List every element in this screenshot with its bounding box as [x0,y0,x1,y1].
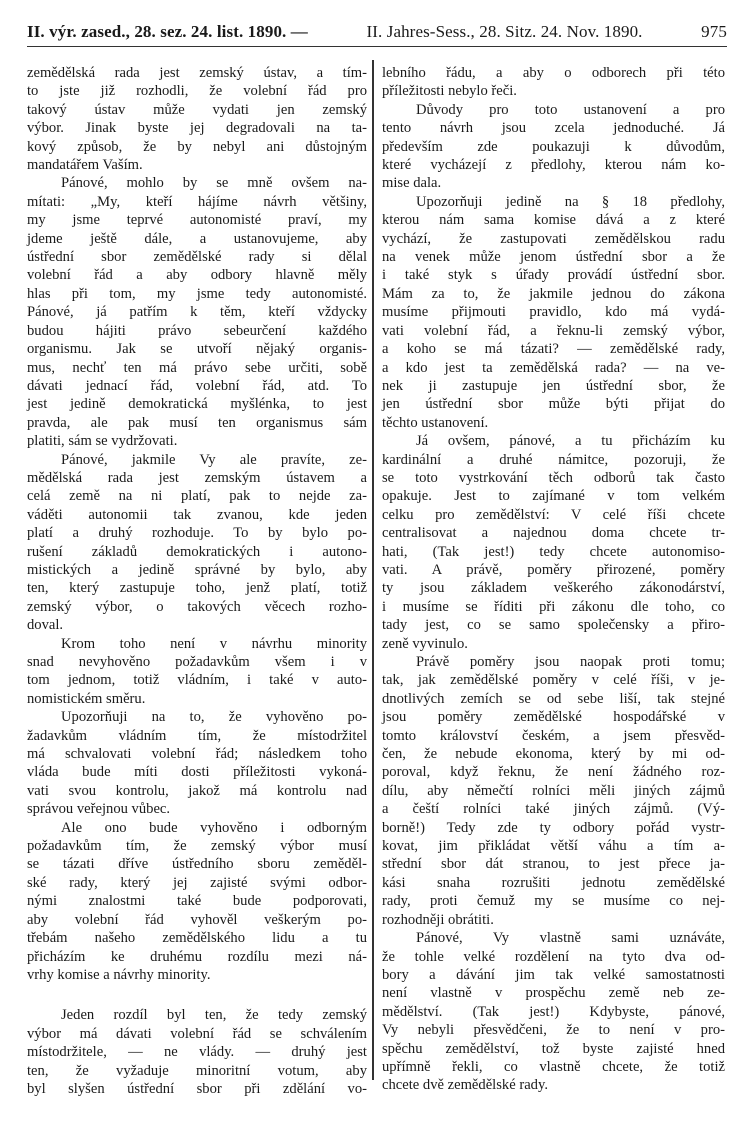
text-line: nomistickém směru. [27,690,146,707]
text-line: kový způsob, že by nebyl ani důstojným [27,138,367,155]
text-line: výbor má dávati volební řád se schválením [27,1025,367,1042]
text-line: snad nevyhověno požadavkům všem i v [27,654,367,670]
column-divider [372,60,374,1080]
paragraph [382,64,725,101]
text-line: mědělská rada jest zemským ústavem a [27,469,367,486]
text-line: jen ústřední sbor může býti přijat do [382,396,725,413]
text-line: mandatářem Vaším. [27,157,143,174]
text-line: jsou poměry zemědělské hospodářské v [382,709,725,726]
text-line: Důvody pro toto ustanovení a pro [416,101,725,118]
text-line: doval. [27,617,64,634]
text-line: tomto království českém, a jsem přesvěd- [382,727,725,744]
text-line: Pánové, jakmile Vy ale pravíte, ze- [61,451,367,468]
header-czech: II. výr. zased., 28. sez. 24. list. 1890. — [27,22,308,41]
text-line: ty jsou základem veškerého zákonodárství, [382,580,725,597]
text-line: ústřední sbor zemědělské rady si dělal [27,249,367,266]
text-line: borně!) Tedy zde ty odbory pořád vystr- [382,819,725,836]
text-line: platiti, sám se vydržovati. [27,433,178,450]
text-line: především zde poukazuji k důvodům, [382,138,725,155]
text-line: dílu, aby němečtí rolníci měli jiných zájmů [382,782,725,799]
paragraph [27,635,367,709]
left-column [27,64,367,1098]
text-line: mítati: „My, kteří hájíme návrh většiny, [27,193,367,210]
text-line: vati. A právě, poměry přirozené, poměry [382,561,725,578]
text-line: Krom toho není v návrhu minority [61,635,367,652]
text-line: lebního řádu, a aby o odborech při této [382,65,725,81]
text-line: a koho se má tázati? — zemědělské rady, [382,341,725,358]
text-line: celá země na ni platí, pak to nejde za- [27,488,367,505]
text-line: střední sbor dát stranou, to jest přece ja- [382,856,725,873]
text-line: dávati jednací řád, volební řád, atd. To [27,377,367,394]
text-line: má schvalovati volební řád; následkem toho [27,746,367,763]
right-column [382,64,725,1095]
text-line: Já ovšem, pánové, a tu přicházím ku [416,433,725,450]
paragraph [382,653,725,929]
text-line: i také styk s úřady provádí ústřední sbor. [382,267,725,284]
text-line: Upozorňuji jedině na § 18 předlohy, [416,193,725,210]
paragraph [382,193,725,432]
text-line: vrhy komise a návrhy minority. [27,966,211,983]
text-line: zeně vyvinulo. [382,635,468,652]
running-header [27,18,727,47]
text-line: organismu. Jak se utvoří nějaký organis- [27,341,367,358]
text-line: váděti autonomii tak zvanou, kde jeden [27,506,367,523]
text-line: poroval, když řeknu, že není žádného roz- [382,764,725,781]
text-line: mědělství. (Tak jest!) Kdybyste, pánové, [382,1003,725,1020]
text-line: třebám našeho zemědělského lidu a tu [27,930,367,947]
text-line: ten, že vyžaduje minoritní votum, aby [27,1062,367,1079]
text-line: Upozorňuji na to, že vyhověno po- [61,709,367,726]
text-line: se toto vystrkování těch odborů tak často [382,469,725,486]
text-line: správou veřejnou vůbec. [27,801,171,818]
text-line: výbor. Jinak byste jej degradovali na ta- [27,120,367,137]
text-line: kardinální a druhé námitce, pozoruji, že [382,451,725,468]
text-line: Pánové, Vy vlastně sami uznáváte, [416,930,725,947]
text-line: kterou nám sama komise dává a z které [382,212,725,229]
text-line: byl slyšen ústřední sbor při zdělání vo- [27,1080,367,1097]
text-line: i musíme se říditi při zákonu dle toho, co [382,598,725,615]
text-line: Ale ono bude vyhověno i odborným [61,819,367,836]
paragraph [382,101,725,193]
page-number: 975 [701,22,727,41]
text-line: takový ústav může vydati jen zemský [27,101,367,118]
text-line: Pánové, já patřím k těm, kteří vždycky [27,304,367,321]
text-line: jest jedině demokratická myšlénka, to jest [27,396,367,413]
paragraph [27,64,367,174]
text-line: tento návrh jsou zcela jednoduché. Já [382,120,725,137]
paragraph [27,451,367,635]
text-line: bory a dávání jim tak velké samostatnosti [382,966,725,983]
text-line: tak, jak zemědělské poměry v celé říši, v je- [382,672,725,689]
text-line: zemský výbor, o takových věcech rozho- [27,598,367,615]
text-line: a čeští rolníci také jiných zájmů. (Vý- [382,801,725,818]
text-line: tom jednom, totiž vládním, i také v auto- [27,672,367,689]
text-line: rušení základů demokratických i autono- [27,543,367,560]
paragraph [27,1006,367,1098]
text-line: rady, proti čemuž my se musíme co nej- [382,893,725,910]
paragraph [27,708,367,818]
text-line: nými znalostmi také bude podporovati, [27,893,367,910]
text-line: mise dala. [382,175,442,192]
text-line: chcete dvě zemědělské rady. [382,1077,548,1094]
text-line: mus, nechť ten má právo sebe určiti, sobě [27,359,367,376]
text-line: nek ji zastupuje jen ústřední sbor, že [382,377,725,394]
text-line: žadavkům vládním tím, že místodržitel [27,727,367,744]
paragraph [382,432,725,653]
text-line: opakuje. Jest to zajímané v tom velkém [382,488,725,505]
text-line: ten, který zastupuje toho, jenž platí, totiž [27,580,367,597]
text-line: Vy nebyli přesvědčeni, že to není v pro- [382,1022,725,1039]
text-line: vati volební řád, a řeknu-li zemský výbor, [382,322,725,339]
text-line: upřímně řekli, co vlastně chcete, že totiž [382,1058,725,1075]
text-line: volební řád a aby odbory hlavně měly [27,267,367,284]
text-line: celku pro zemědělství: V celé říši chcete [382,506,725,523]
text-line: pravda, ale pak musí ten organismus sám [27,414,367,431]
text-line: není vlastně v prospěchu země neb ze- [382,985,725,1002]
text-line: ské rady, který jej zajisté svými odbor- [27,874,367,891]
text-line: vati svou kontrolu, jakož má kontrolu nad [27,782,367,799]
paragraph [27,819,367,985]
text-line: že tohle velké rozdělení na tyto dva od- [382,948,725,965]
text-line: to jste již rozhodli, že volební řád pro [27,83,367,100]
text-line: dnotlivých zemích se od sebe liší, tak stejné [382,690,725,707]
text-line: spěchu zemědělství, tož byste zajisté hned [382,1040,725,1057]
text-line: rozhodněji obrátiti. [382,911,494,928]
text-line: Pánové, mohlo by se mně ovšem na- [61,175,367,192]
text-line: mistických a jedině správné by bylo, aby [27,561,367,578]
paragraph [382,929,725,1095]
text-line: přicházím ke druhému rozdílu mezi ná- [27,948,367,965]
text-line: hati, (Tak jest!) tedy chcete autonomiso- [382,543,725,560]
text-line: kovat, jim přikládat větší váhu a tím a- [382,838,725,855]
text-line: hlas při tom, my jsme tedy autonomisté. [27,285,367,302]
text-line: budou hájiti právo sebeurčení každého [27,322,367,339]
text-line: vychází, že zastupovati zemědělskou radu [382,230,725,247]
text-line: čen, že nebude ekonoma, který by mi od- [382,746,725,763]
text-line: se tázati dříve ústředního sboru zeměděl- [27,856,367,873]
text-line: Jeden rozdíl byl ten, že tedy zemský [61,1007,367,1024]
text-line: my jsme teprvé autonomisté praví, my [27,212,367,229]
text-line: aby volební řád vyhověl veškerým po- [27,911,367,928]
text-line: musíme přijmouti pravidlo, kdo má vydá- [382,304,725,321]
text-line: kási snaha rozrušiti jednotu zemědělské [382,874,725,891]
text-line: které vycházejí z předlohy, kterou nám ko- [382,157,725,174]
header-german: II. Jahres-Sess., 28. Sitz. 24. Nov. 1890. [366,22,643,41]
text-line: na venek může jenom ústřední sbor a že [382,249,725,266]
text-line: místodržitele, — ne vlády. — druhý jest [27,1044,367,1061]
paragraph [27,174,367,450]
text-line: požadavkům tím, že zemský výbor musí [27,838,367,855]
text-line: vláda bude míti dosti příležitosti vykoná- [27,764,367,781]
text-line: platí a druhý rozhoduje. To by bylo po- [27,525,367,542]
text-line: Právě poměry jsou naopak proti tomu; [416,654,725,670]
text-line: těchto ustanovení. [382,414,489,431]
text-line: a kdo jest ta zemědělská rada? — na ve- [382,359,725,376]
text-line: zemědělská rada jest zemský ústav, a tím- [27,65,367,81]
text-line: tady jest, co se samo společensky a přiro- [382,617,725,634]
text-line: centralisovat a najednou doma chcete tr- [382,525,725,542]
text-line: jdeme ještě dále, a ustanovujeme, aby [27,230,367,247]
text-line: příležitosti nebylo řeči. [382,83,517,100]
text-line: Mám za to, že jakmile jednou do zákona [382,285,725,302]
